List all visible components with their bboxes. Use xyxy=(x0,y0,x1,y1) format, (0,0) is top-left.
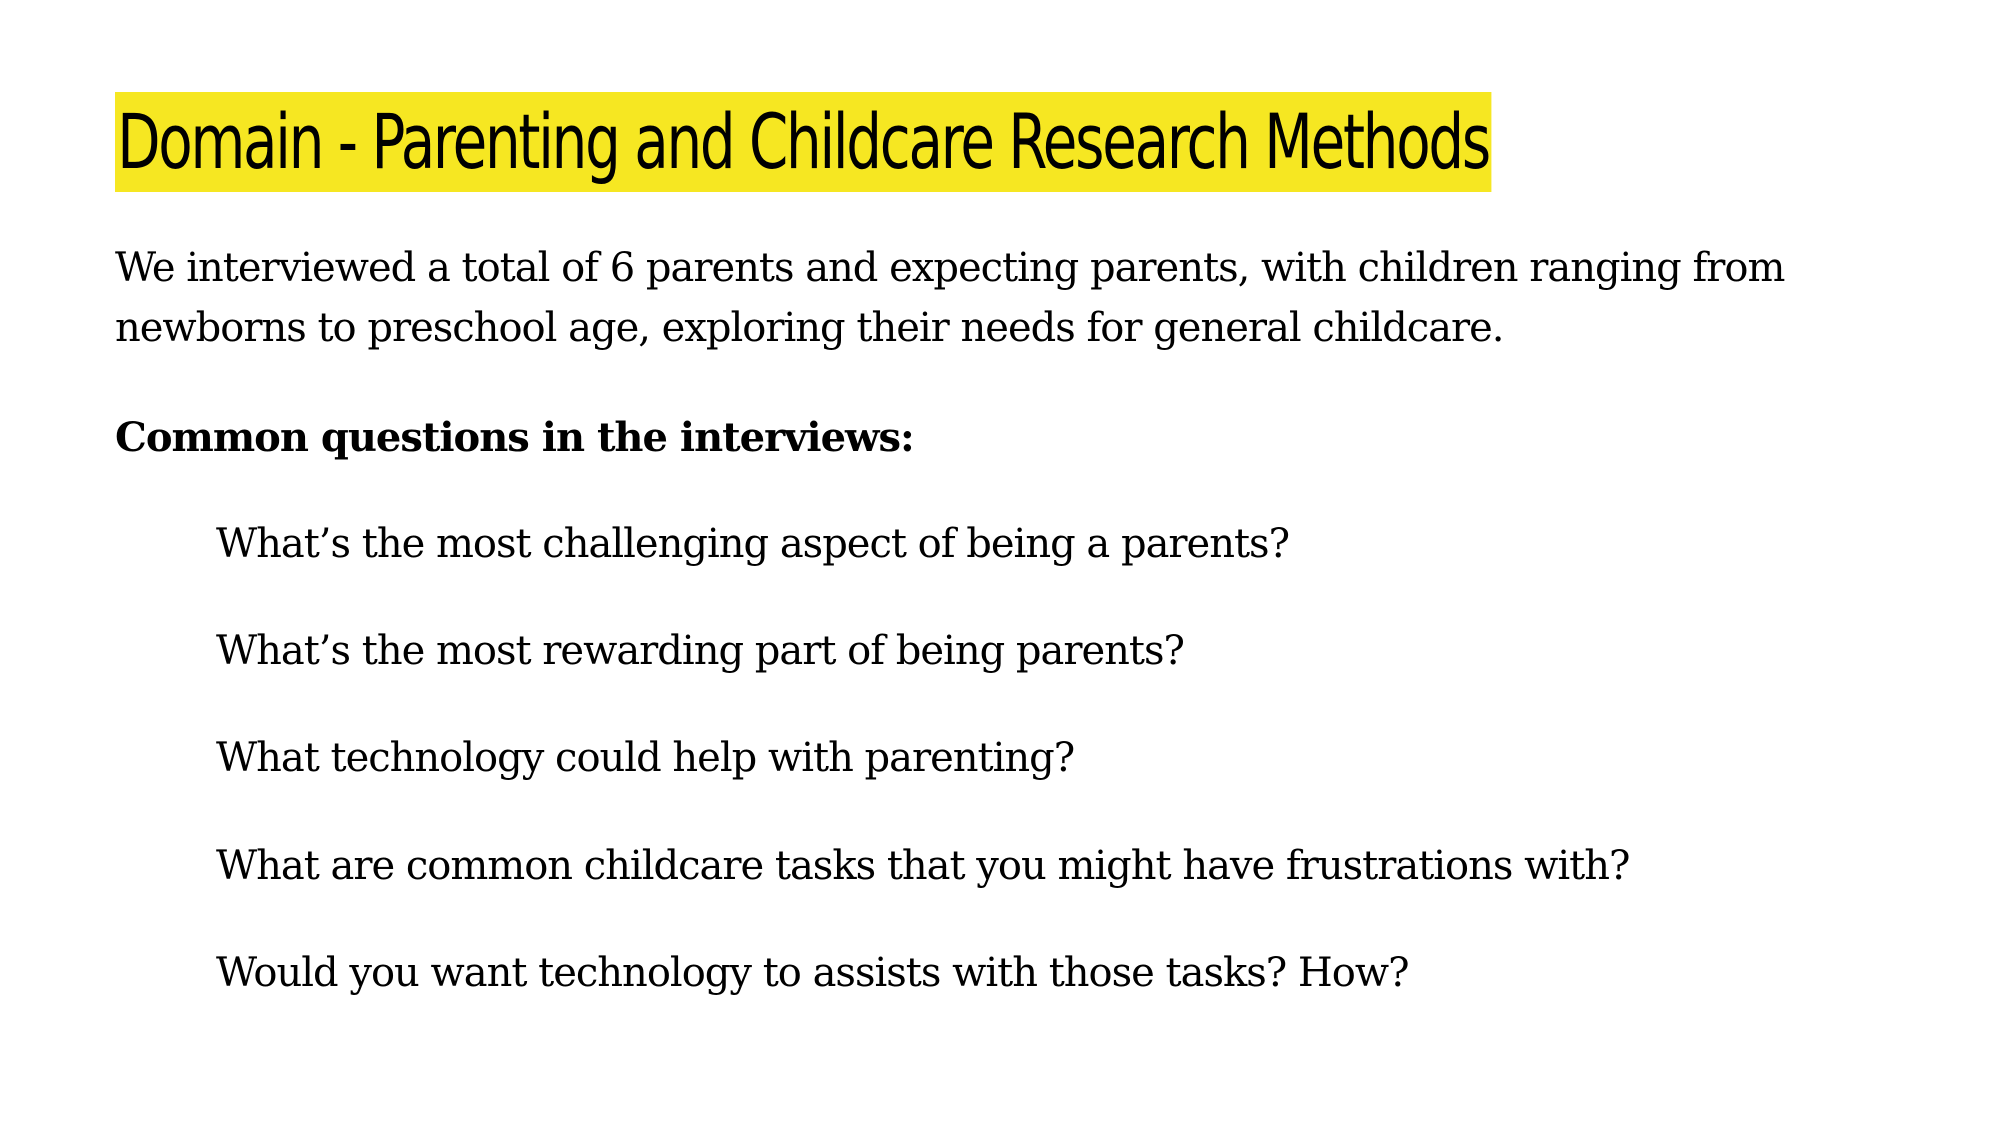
question-item: What’s the most rewarding part of being parents? xyxy=(216,628,1184,674)
question-item: What’s the most challenging aspect of being a parents? xyxy=(216,521,1290,567)
intro-line: We interviewed a total of 6 parents and expecting parents, with children ranging from xyxy=(115,245,1785,291)
intro-paragraph xyxy=(115,238,1915,358)
intro-line: newborns to preschool age, exploring their needs for general childcare. xyxy=(115,305,1504,351)
slide-title: Domain - Parenting and Childcare Research Methods xyxy=(115,92,1491,192)
question-item: What are common childcare tasks that you might have frustrations with? xyxy=(216,843,1630,889)
question-item: What technology could help with parenting? xyxy=(216,735,1075,781)
questions-heading: Common questions in the interviews: xyxy=(115,414,914,461)
question-item: Would you want technology to assists with those tasks? How? xyxy=(216,950,1409,996)
